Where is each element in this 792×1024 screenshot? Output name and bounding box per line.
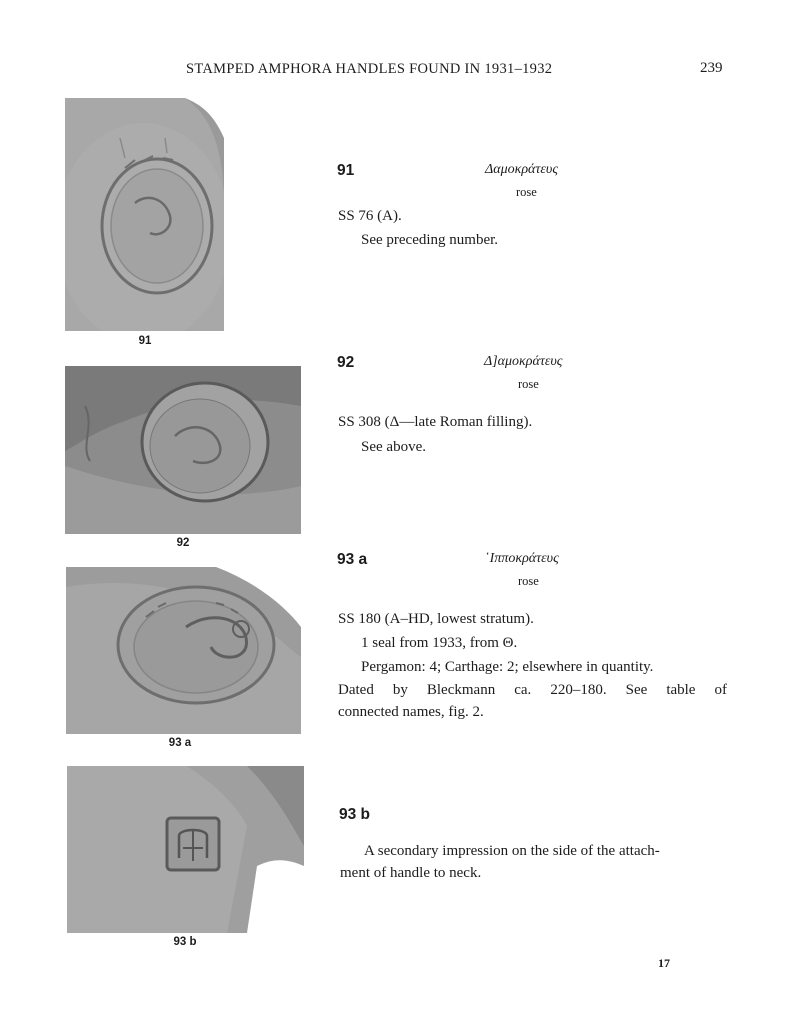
entry-name-92: Δ]αμοκράτευς xyxy=(484,354,563,369)
entry-name-93a: ῾Ιπποκράτευς xyxy=(485,551,559,566)
entry-text-93a-line-5: connected names, fig. 2. xyxy=(338,704,484,720)
entry-text-93a-line-3: Pergamon: 4; Carthage: 2; elsewhere in quantity. xyxy=(361,659,654,675)
figure-caption-92: 92 xyxy=(176,537,190,549)
entry-type-93a: rose xyxy=(518,574,539,588)
entry-text-93a-line-2: 1 seal from 1933, from Θ. xyxy=(361,635,518,651)
photo-handle-91 xyxy=(65,98,224,331)
photo-handle-93b xyxy=(67,766,304,933)
entry-text-91-line-2: See preceding number. xyxy=(361,232,499,248)
figure-caption-93b: 93 b xyxy=(173,936,197,948)
entry-text-93a-line-1: SS 180 (A–HD, lowest stratum). xyxy=(338,611,534,627)
page-number: 239 xyxy=(700,60,723,76)
entry-type-92: rose xyxy=(518,377,539,391)
entry-text-92-line-2: See above. xyxy=(361,439,426,455)
running-header-title: STAMPED AMPHORA HANDLES FOUND IN 1931–1932 xyxy=(186,61,553,77)
entry-text-93b-line-2: ment of handle to neck. xyxy=(340,865,482,881)
entry-text-93b-line-1: A secondary impression on the side of the attach- xyxy=(364,843,660,859)
entry-number-93a: 93 a xyxy=(337,551,368,568)
entry-text-91-line-1: SS 76 (A). xyxy=(338,208,402,224)
entry-number-91: 91 xyxy=(337,162,355,179)
entry-text-93a-line-4: Dated by Bleckmann ca. 220–180. See table of xyxy=(338,682,727,698)
photo-handle-93a xyxy=(66,567,301,734)
entry-name-91: Δαμοκράτευς xyxy=(485,162,559,177)
entry-number-92: 92 xyxy=(337,354,355,371)
figure-caption-93a: 93 a xyxy=(168,737,192,749)
entry-text-92-line-1: SS 308 (Δ—late Roman filling). xyxy=(338,414,533,430)
photo-handle-92 xyxy=(65,366,301,534)
entry-number-93b: 93 b xyxy=(339,806,371,823)
signature-mark: 17 xyxy=(658,956,670,970)
figure-caption-91: 91 xyxy=(138,335,152,347)
entry-type-91: rose xyxy=(516,185,537,199)
